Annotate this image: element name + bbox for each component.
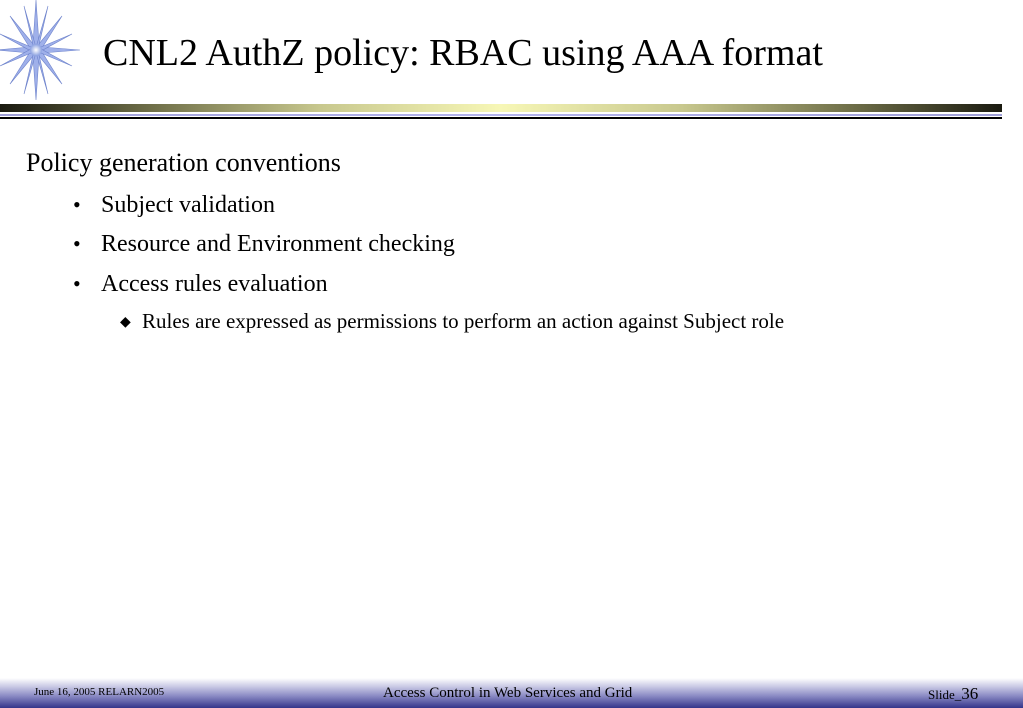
slide-title: CNL2 AuthZ policy: RBAC using AAA format bbox=[103, 32, 823, 74]
bullet-item bbox=[73, 269, 328, 299]
bullet-dot-icon: • bbox=[73, 231, 81, 256]
bullet-item bbox=[73, 190, 275, 220]
sub-bullet-item bbox=[120, 308, 784, 336]
bullet-item bbox=[73, 229, 455, 259]
bullet-text: Access rules evaluation bbox=[101, 271, 328, 297]
starburst-logo-icon bbox=[0, 0, 84, 104]
footer-presentation-title: Access Control in Web Services and Grid bbox=[383, 685, 633, 701]
title-divider-line-blue bbox=[0, 114, 1002, 116]
bullet-dot-icon: • bbox=[73, 192, 81, 217]
slide-label: Slide_ bbox=[928, 687, 962, 702]
slide-number: 36 bbox=[961, 684, 979, 703]
footer-date-event: June 16, 2005 RELARN2005 bbox=[34, 686, 165, 698]
sub-bullet-text: Rules are expressed as permissions to perform an action against Subject role bbox=[142, 309, 785, 333]
bullet-text: Subject validation bbox=[101, 192, 275, 218]
title-divider-bar bbox=[0, 104, 1002, 112]
title-divider-line-black bbox=[0, 117, 1002, 119]
bullet-text: Resource and Environment checking bbox=[101, 231, 455, 257]
bullet-dot-icon: • bbox=[73, 271, 81, 296]
content-heading: Policy generation conventions bbox=[26, 148, 341, 177]
diamond-bullet-icon: ◆ bbox=[120, 315, 131, 330]
footer-slide-number bbox=[928, 684, 978, 704]
